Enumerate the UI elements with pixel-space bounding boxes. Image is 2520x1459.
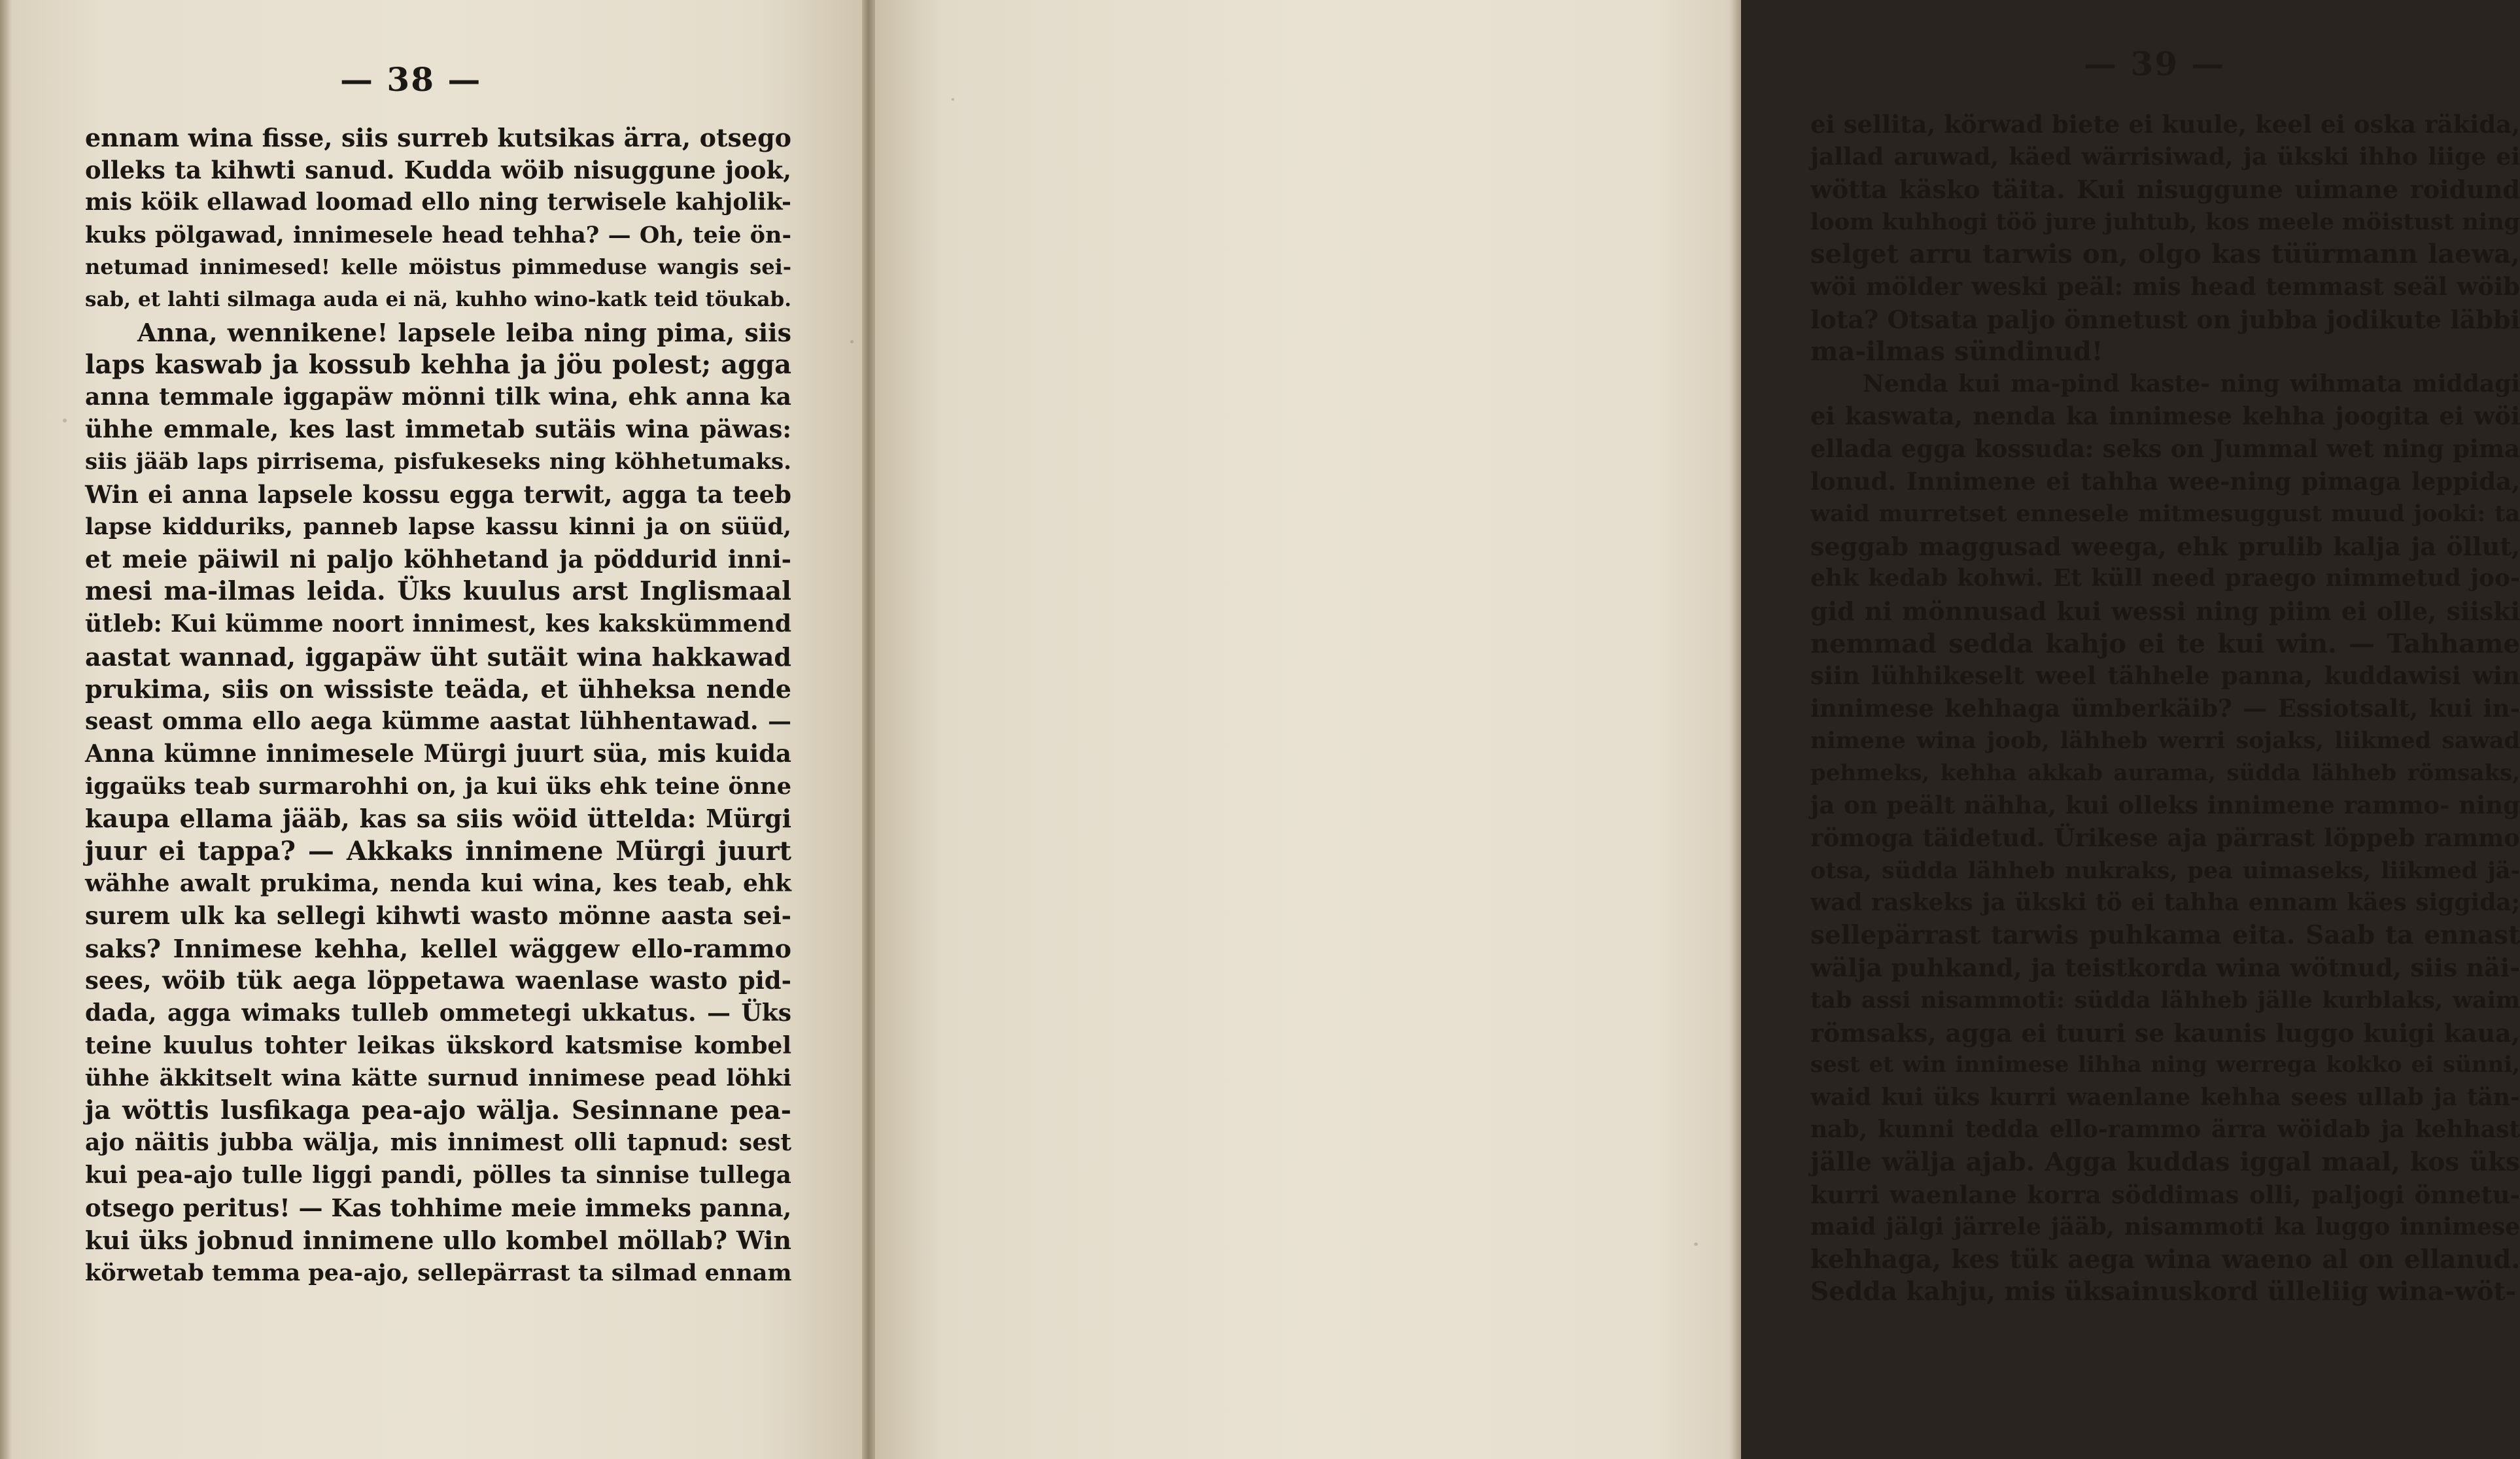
text-line: sees, wöib tük aega löppetawa waenlase wasto pid- (85, 966, 791, 995)
text-line: gid ni mönnusad kui wessi ning piim ei olle, siiski (1810, 596, 2520, 626)
text-line: nemmad sedda kahjo ei te kui win. — Tahhame (1810, 628, 2520, 659)
text-line: lota? Otsata paljo önnetust on jubba jodikute läbbi (1810, 304, 2520, 334)
text-line: nab, kunni tedda ello-rammo ärra wöidab ja kehhast (1810, 1116, 2520, 1144)
left-page-edge (0, 0, 12, 1459)
paper-speck (952, 98, 954, 101)
text-line: Nenda kui ma-pind kaste- ning wihmata middagi (1863, 369, 2520, 398)
paper-speck (850, 340, 854, 343)
text-line: tab assi nisammoti: südda lähheb jälle kurblaks, waim (1810, 987, 2520, 1014)
paper-speck (63, 419, 67, 422)
text-line: pehmeks, kehha akkab aurama, südda lähheb römsaks, (1810, 759, 2520, 786)
text-line: kurri waenlane korra söddimas olli, paljogi önnetu- (1810, 1180, 2520, 1209)
text-line: ühhe äkkitselt wina kätte surnud innimese pead löhki (85, 1065, 791, 1092)
text-line: lonud. Innimene ei tahha wee-ning pimaga leppida, (1810, 466, 2520, 496)
text-line: mesi ma-ilmas leida. Üks kuulus arst Inglismaal (85, 576, 791, 607)
text-line: mis köik ellawad loomad ello ning terwisele kahjolik- (85, 188, 791, 216)
text-line: römoga täidetud. Ürikese aja pärrast löppeb rammo (1810, 823, 2520, 853)
text-line: kui üks jobnud innimene ullo kombel möllab? Win (85, 1226, 791, 1256)
text-line: teine kuulus tohter leikas ükskord katsmise kombel (85, 1031, 791, 1059)
text-line: otsego peritus! — Kas tohhime meie immeks panna, (85, 1193, 792, 1222)
text-line: jälle wälja ajab. Agga kuddas iggal maal, kos üks (1810, 1147, 2520, 1177)
text-line: ehk kedab kohwi. Et küll need praego nimmetud joo- (1810, 564, 2520, 592)
text-line: seast omma ello aega kümme aastat lühhentawad. — (85, 707, 791, 735)
text-line: loom kuhhogi töö jure juhtub, kos meele möistust ning (1810, 208, 2520, 235)
text-line: wad raskeks ja ükski tö ei tahha ennam käes siggida; (1810, 889, 2520, 917)
text-line: ütleb: Kui kümme noort innimest, kes kakskümmend (85, 609, 791, 638)
text-line: wöi mölder weski peäl: mis head temmast seäl wöib (1810, 271, 2520, 301)
text-line: kehhaga, kes tük aega wina waeno al on ellanud. (1810, 1244, 2520, 1275)
text-line: laps kaswab ja kossub kehha ja jöu polest; agga (85, 349, 791, 381)
text-line: ma-ilmas sündinud! (1810, 336, 2103, 368)
text-line: Sedda kahju, mis üksainuskord ülleliig wina-wöt- (1810, 1277, 2516, 1307)
text-line: sest et win innimese lihha ning werrega kokko ei sünni, (1810, 1052, 2520, 1078)
text-line: surem ulk ka sellegi kihwti wasto mönne aasta sei- (85, 901, 791, 931)
text-line: wähhe awalt prukima, nenda kui wina, kes teab, ehk (85, 869, 791, 897)
text-line: otsa, südda lähheb nukraks, pea uimaseks, liikmed jä- (1810, 857, 2520, 884)
text-line: kaupa ellama jääb, kas sa siis wöid üttelda: Mürgi (85, 804, 791, 834)
text-line: wötta käsko täita. Kui nisuggune uimane roidund (1810, 175, 2520, 205)
page-number-38: — 38 — (340, 60, 482, 99)
text-line: lapse kidduriks, panneb lapse kassu kinni ja on süüd, (85, 513, 791, 541)
book-gutter (862, 0, 875, 1459)
text-line: Win ei anna lapsele kossu egga terwit, agga ta teeb (85, 479, 791, 509)
text-line: wälja puhkand, ja teistkorda wina wötnud, siis näi- (1810, 953, 2520, 983)
text-line: anna temmale iggapäw mönni tilk wina, ehk anna ka (85, 383, 791, 411)
text-line: körwetab temma pea-ajo, sellepärrast ta silmad ennam (85, 1259, 792, 1286)
text-line: innimese kehhaga ümberkäib? — Essiotsalt, kui in- (1810, 693, 2520, 723)
text-line: iggaüks teab surmarohhi on, ja kui üks ehk teine önne (85, 772, 791, 800)
text-line: ei kaswata, nenda ka innimese kehha joogita ei wöi (1810, 402, 2520, 431)
text-line: ühhe emmale, kes last immetab sutäis wina päwas: (85, 415, 791, 444)
text-line: maid jälgi järrele jääb, nisammoti ka luggo innimese (1810, 1213, 2520, 1241)
text-line: seggab maggusad weega, ehk prulib kalja ja öllut, (1810, 531, 2520, 561)
page-number-39: — 39 — (2084, 44, 2226, 83)
text-line: saks? Innimese kehha, kellel wäggew ello-rammo (85, 933, 791, 963)
text-line: ei sellita, körwad biete ei kuule, keel ei oska räkida, (1810, 110, 2520, 139)
text-line: aastat wannad, iggapäw üht sutäit wina hakkawad (85, 642, 791, 672)
text-line: ajo näitis jubba wälja, mis innimest olli tapnud: sest (85, 1129, 791, 1157)
text-line: waid murretset ennesele mitmesuggust muud jooki: ta (1810, 500, 2520, 528)
text-line: ellada egga kossuda: seks on Jummal wet ning pima (1810, 434, 2520, 463)
left-page (0, 0, 862, 1459)
text-line: sellepärrast tarwis puhkama eita. Saab ta ennast (1810, 919, 2520, 950)
text-line: nimene wina joob, lähheb werri sojaks, liikmed sawad (1810, 727, 2520, 755)
text-line: Anna kümne innimesele Mürgi juurt süa, mis kuida (85, 739, 791, 768)
text-line: waid kui üks kurri waenlane kehha sees ullab ja tän- (1810, 1083, 2520, 1111)
text-line: sab, et lahti silmaga auda ei nä, kuhho wino-katk teid töukab. (85, 287, 791, 311)
text-line: siis jääb laps pirrisema, pisfukeseks ning köhhetumaks. (85, 448, 791, 475)
text-line: juur ei tappa? — Akkaks innimene Mürgi juurt (85, 836, 791, 867)
text-line: ennam wina fisse, siis surreb kutsikas ärra, otsego (85, 123, 791, 152)
text-line: jallad aruwad, käed wärrisiwad, ja ükski ihho liige ei (1810, 143, 2520, 171)
text-line: olleks ta kihwti sanud. Kudda wöib nisuggune jook, (85, 155, 791, 184)
text-line: ja on peält nähha, kui olleks innimene rammo- ning (1810, 791, 2520, 820)
text-line: prukima, siis on wissiste teäda, et ühheksa nende (85, 674, 791, 704)
right-page-text (1810, 109, 2520, 1309)
paper-speck (1694, 1243, 1698, 1246)
text-line: netumad innimesed! kelle möistus pimmeduse wangis sei- (85, 254, 791, 280)
text-line: römsaks, agga ei tuuri se kaunis luggo kuigi kaua, (1810, 1018, 2520, 1048)
right-page-edge (1729, 0, 1741, 1459)
text-line: kuks pölgawad, innimesele head tehha? — Oh, teie ön- (85, 221, 791, 249)
text-line: Anna, wennikene! lapsele leiba ning pima, siis (137, 317, 791, 347)
text-line: selget arru tarwis on, olgo kas tüürmann laewa, (1810, 239, 2520, 270)
text-line: ja wöttis lusfikaga pea-ajo wälja. Sesinnane pea- (85, 1095, 791, 1125)
text-line: kui pea-ajo tulle liggi pandi, pölles ta sinnise tullega (85, 1161, 791, 1189)
text-line: dada, agga wimaks tulleb ommetegi ukkatus. — Üks (85, 999, 791, 1027)
text-line: siin lühhikeselt weel tähhele panna, kuddawisi win (1810, 661, 2520, 691)
right-page (875, 0, 2520, 1459)
left-page-text (85, 122, 791, 1289)
text-line: et meie päiwil ni paljo köhhetand ja pöddurid inni- (85, 544, 791, 574)
